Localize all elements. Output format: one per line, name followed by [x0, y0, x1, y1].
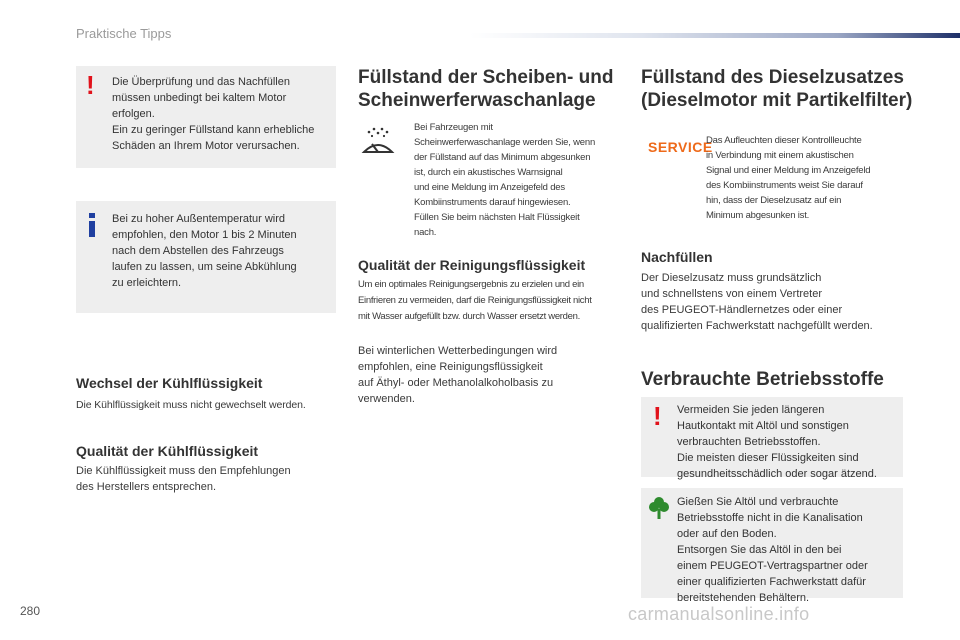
- service-warning-icon: SERVICE: [648, 139, 713, 155]
- refill-text: Der Dieselzusatz muss grundsätzlich und schnellstens von einem Vertreter des PEUGEOT-Händlernetzes oder einer qualifizierten Fachwerkstatt nachgefüllt werden.: [641, 272, 873, 332]
- diesel-additive-heading: Füllstand des Dieselzusatzes (Dieselmotor mit Partikelfilter): [641, 67, 913, 111]
- warning-box-cold-engine: [76, 66, 336, 168]
- used-fluids-eco-box: [641, 488, 903, 604]
- used-fluids-eco-text: Gießen Sie Altöl und verbrauchte Betriebsstoffe nicht in die Kanalisation oder auf den Boden. Entsorgen Sie das Altöl in den bei einem PEUGEOT-Vertragspartner oder einer qualifizierten Fachwerkstatt dafür bereitstehenden Behältern.: [677, 496, 868, 604]
- windscreen-washer-icon: [360, 124, 396, 160]
- coolant-quality-text: Die Kühlflüssigkeit muss den Empfehlungen des Herstellers entsprechen.: [76, 465, 291, 493]
- watermark: carmanualsonline.info: [628, 604, 810, 624]
- washer-quality-heading: Qualität der Reinigungsflüssigkeit: [358, 257, 586, 273]
- service-text: Das Aufleuchten dieser Kontrollleuchte in Verbindung mit einem akustischen Signal und einer Meldung im Anzeigefeld des Kombiinstruments weist Sie darauf hin, dass der Dieselzusatz auf ein Minimum abgesunken ist.: [706, 135, 871, 221]
- washer-quality-text: Um ein optimales Reinigungsergebnis zu erzielen und ein Einfrieren zu vermeiden, darf die Reinigungsflüssigkeit nicht mit Wasser aufgefüllt bzw. durch Wasser ersetzt werden.: [358, 279, 592, 322]
- info-box-temperature: [76, 201, 336, 313]
- washer-level-heading: Füllstand der Scheiben- und Scheinwerferwaschanlage: [358, 67, 614, 111]
- washer-intro-text: Bei Fahrzeugen mit Scheinwerferwaschanlage werden Sie, wenn der Füllstand auf das Minimum abgesunken ist, durch ein akustisches Warnsignal und eine Meldung im Anzeigefeld des Kombiinstruments darauf hingewiesen. Füllen Sie beim nächsten Halt Flüssigkeit nach.: [414, 122, 596, 238]
- page-number: 280: [20, 604, 41, 618]
- exclamation-warning-icon: !: [86, 70, 95, 100]
- header-gradient-bar: [470, 33, 960, 38]
- coolant-change-heading: Wechsel der Kühlflüssigkeit: [76, 375, 263, 391]
- section-title: Praktische Tipps: [76, 26, 172, 41]
- used-fluids-warning-text: Vermeiden Sie jeden längeren Hautkontakt mit Altöl und sonstigen verbrauchten Betriebsstoffen. Die meisten dieser Flüssigkeiten sind gesundheitsschädlich oder sogar ätzend.: [677, 404, 877, 480]
- exclamation-warning-icon: !: [653, 401, 662, 431]
- refill-heading: Nachfüllen: [641, 249, 713, 265]
- coolant-quality-heading: Qualität der Kühlflüssigkeit: [76, 443, 259, 459]
- info-icon: [89, 213, 95, 237]
- coolant-change-text: Die Kühlflüssigkeit muss nicht gewechselt werden.: [76, 399, 306, 411]
- used-fluids-heading: Verbrauchte Betriebsstoffe: [641, 369, 884, 390]
- tree-icon: [649, 496, 669, 520]
- used-fluids-warning-box: [641, 397, 903, 480]
- winter-text: Bei winterlichen Wetterbedingungen wird empfohlen, eine Reinigungsflüssigkeit auf Äthyl- oder Methanolalkoholbasis zu verwenden.: [358, 345, 558, 405]
- warning-box-text: Die Überprüfung und das Nachfüllen müssen unbedingt bei kaltem Motor erfolgen. Ein zu geringer Füllstand kann erhebliche Schäden an Ihrem Motor verursachen.: [112, 76, 315, 152]
- info-box-text: Bei zu hoher Außentemperatur wird empfohlen, den Motor 1 bis 2 Minuten nach dem Abstellen des Fahrzeugs laufen zu lassen, um seine Abkühlung zu erleichtern.: [112, 213, 297, 289]
